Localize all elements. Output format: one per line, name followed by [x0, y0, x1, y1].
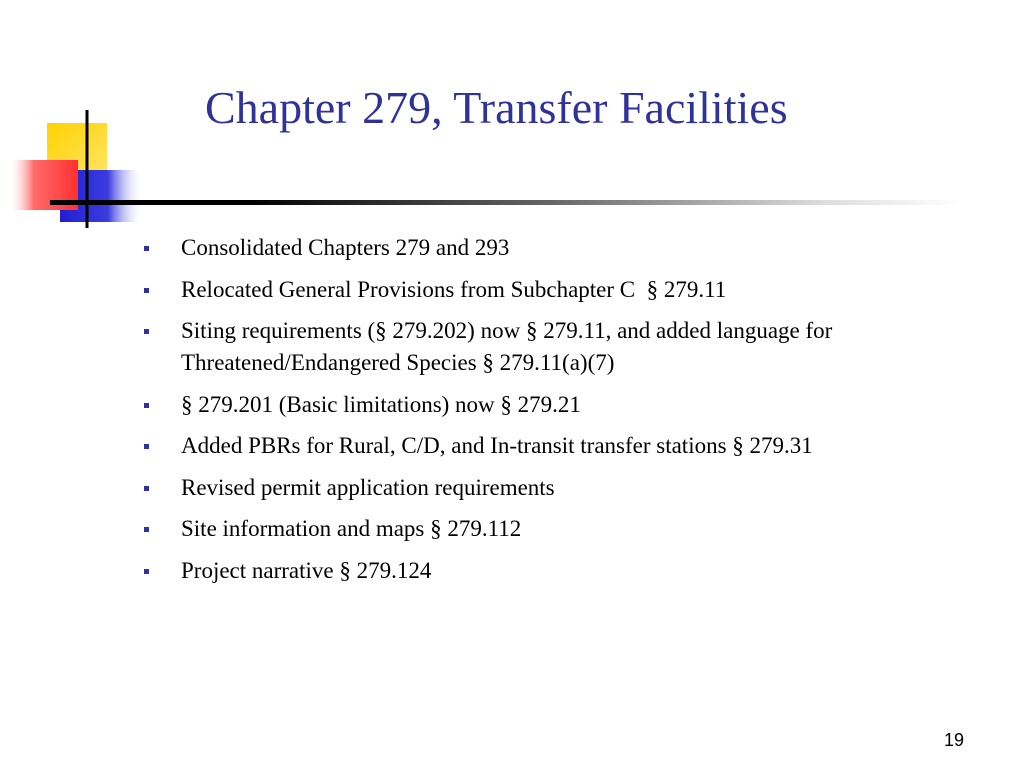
bullet-text: Project narrative § 279.124: [181, 557, 432, 583]
bullet-item: [144, 555, 1004, 587]
bullet-text: Revised permit application requirements: [181, 474, 555, 500]
title-divider: [50, 200, 960, 205]
square-bullet-icon: [144, 329, 149, 334]
bullet-text: Relocated General Provisions from Subchapter C § 279.11: [181, 276, 727, 302]
bullet-text: Consolidated Chapters 279 and 293: [181, 235, 510, 260]
bullet-text: Added PBRs for Rural, C/D, and In-transit transfer stations § 279.31: [181, 433, 813, 458]
square-bullet-icon: [144, 288, 149, 293]
bullet-item: [144, 389, 1004, 421]
page-number: 19: [943, 730, 964, 750]
bullet-item: [144, 472, 1004, 504]
square-bullet-icon: [144, 569, 149, 574]
square-bullet-icon: [144, 486, 149, 491]
slide-title: Chapter 279, Transfer Facilities: [205, 82, 788, 133]
square-bullet-icon: [144, 403, 149, 408]
bullet-item: [144, 274, 1004, 306]
bullet-text: § 279.201 (Basic limitations) now § 279.21: [181, 391, 581, 417]
bullet-item: [144, 513, 1004, 545]
square-bullet-icon: [144, 527, 149, 532]
bullet-text: Site information and maps § 279.112: [181, 516, 522, 541]
bullet-item: [144, 315, 1004, 379]
bullet-item: [144, 430, 1004, 462]
bullet-list: [144, 232, 1004, 596]
bullet-item: [144, 232, 1004, 264]
square-bullet-icon: [144, 246, 149, 251]
bullet-text: Siting requirements (§ 279.202) now § 279.11, and added language for Threatened/Endangered Species § 279.11(a)(7): [181, 318, 833, 375]
square-bullet-icon: [144, 444, 149, 449]
